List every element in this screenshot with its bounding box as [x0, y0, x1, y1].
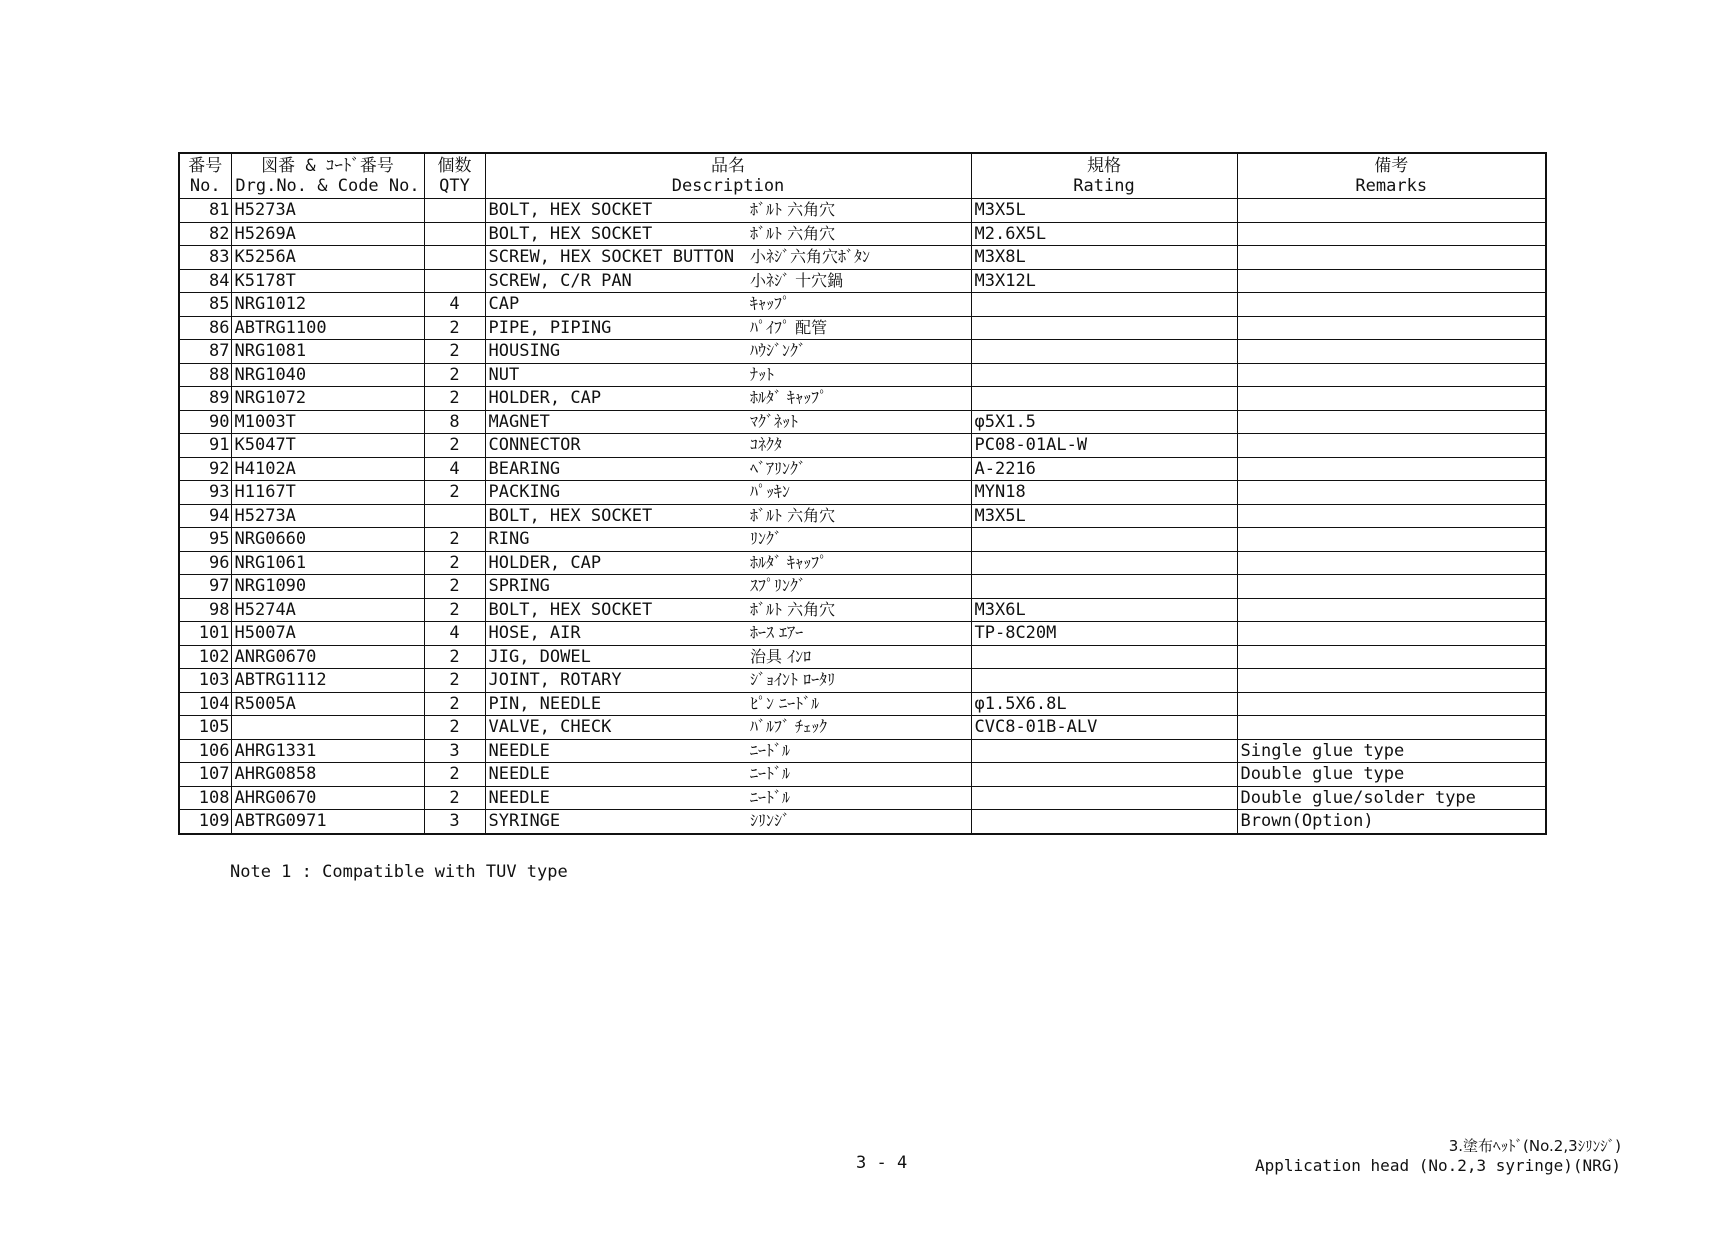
cell-qty: 2	[424, 763, 485, 787]
cell-remarks: Brown(Option)	[1237, 810, 1546, 834]
cell-description-en: JIG, DOWEL	[485, 645, 747, 669]
cell-remarks	[1237, 363, 1546, 387]
cell-qty: 2	[424, 669, 485, 693]
cell-rating	[971, 810, 1237, 834]
cell-no: 106	[179, 739, 231, 763]
cell-qty: 2	[424, 692, 485, 716]
cell-description-en: BOLT, HEX SOCKET	[485, 504, 747, 528]
cell-description-ja: ｺﾈｸﾀ	[747, 434, 971, 458]
cell-qty: 8	[424, 410, 485, 434]
cell-code: NRG1090	[231, 575, 424, 599]
cell-remarks	[1237, 340, 1546, 364]
cell-no: 96	[179, 551, 231, 575]
cell-rating: M3X6L	[971, 598, 1237, 622]
cell-description-en: BEARING	[485, 457, 747, 481]
table-row	[179, 763, 1546, 787]
cell-code: AHRG1331	[231, 739, 424, 763]
cell-qty: 2	[424, 340, 485, 364]
cell-qty: 4	[424, 293, 485, 317]
cell-no: 84	[179, 269, 231, 293]
cell-code: ABTRG1112	[231, 669, 424, 693]
table-row	[179, 363, 1546, 387]
cell-rating	[971, 316, 1237, 340]
cell-no: 108	[179, 786, 231, 810]
cell-description-ja: 小ﾈｼﾞ 十穴鍋	[747, 269, 971, 293]
cell-no: 102	[179, 645, 231, 669]
cell-remarks	[1237, 410, 1546, 434]
cell-code: H5273A	[231, 199, 424, 223]
cell-rating	[971, 340, 1237, 364]
cell-no: 82	[179, 222, 231, 246]
cell-qty: 2	[424, 575, 485, 599]
footer-title	[1255, 1136, 1621, 1176]
cell-description-ja: ﾏｸﾞﾈｯﾄ	[747, 410, 971, 434]
cell-qty: 2	[424, 434, 485, 458]
cell-description-ja: ｼﾘﾝｼﾞ	[747, 810, 971, 834]
note: Note 1 : Compatible with TUV type	[230, 862, 568, 882]
cell-description-en: VALVE, CHECK	[485, 716, 747, 740]
cell-description-en: HOLDER, CAP	[485, 387, 747, 411]
cell-description-ja: ｼﾞｮｲﾝﾄ ﾛｰﾀﾘ	[747, 669, 971, 693]
cell-description-ja: ﾘﾝｸﾞ	[747, 528, 971, 552]
cell-description-en: NUT	[485, 363, 747, 387]
cell-code: NRG0660	[231, 528, 424, 552]
table-row	[179, 199, 1546, 223]
cell-remarks	[1237, 669, 1546, 693]
cell-description-ja: ﾎｰｽ ｴｱｰ	[747, 622, 971, 646]
cell-rating: PC08-01AL-W	[971, 434, 1237, 458]
cell-description-en: SCREW, HEX SOCKET BUTTON	[485, 246, 747, 270]
cell-description-en: SCREW, C/R PAN	[485, 269, 747, 293]
cell-description-ja: ﾎﾙﾀﾞ ｷｬｯﾌﾟ	[747, 387, 971, 411]
header-qty: 個数 QTY	[424, 153, 485, 199]
cell-remarks	[1237, 222, 1546, 246]
cell-description-en: HOSE, AIR	[485, 622, 747, 646]
cell-qty: 2	[424, 551, 485, 575]
cell-rating	[971, 528, 1237, 552]
cell-no: 83	[179, 246, 231, 270]
cell-remarks	[1237, 528, 1546, 552]
footer-title-ja: 3.塗布ﾍｯﾄﾞ(No.2,3ｼﾘﾝｼﾞ)	[1448, 1137, 1621, 1155]
parts-table	[178, 152, 1547, 835]
cell-qty	[424, 269, 485, 293]
cell-code: H5274A	[231, 598, 424, 622]
table-row	[179, 692, 1546, 716]
cell-description-en: SYRINGE	[485, 810, 747, 834]
cell-code: ABTRG0971	[231, 810, 424, 834]
cell-qty: 4	[424, 622, 485, 646]
cell-code: AHRG0670	[231, 786, 424, 810]
table-row	[179, 410, 1546, 434]
cell-no: 109	[179, 810, 231, 834]
cell-no: 92	[179, 457, 231, 481]
table-row	[179, 786, 1546, 810]
cell-no: 89	[179, 387, 231, 411]
cell-description-en: RING	[485, 528, 747, 552]
cell-no: 95	[179, 528, 231, 552]
cell-description-ja: ﾎﾞﾙﾄ 六角穴	[747, 598, 971, 622]
cell-description-en: HOUSING	[485, 340, 747, 364]
cell-remarks	[1237, 598, 1546, 622]
table-row	[179, 246, 1546, 270]
cell-code: M1003T	[231, 410, 424, 434]
cell-remarks	[1237, 504, 1546, 528]
cell-description-en: NEEDLE	[485, 786, 747, 810]
cell-rating	[971, 363, 1237, 387]
cell-rating	[971, 669, 1237, 693]
cell-remarks	[1237, 622, 1546, 646]
cell-no: 97	[179, 575, 231, 599]
cell-code: NRG1012	[231, 293, 424, 317]
cell-remarks: Single glue type	[1237, 739, 1546, 763]
cell-qty: 2	[424, 645, 485, 669]
cell-rating: M2.6X5L	[971, 222, 1237, 246]
cell-rating: MYN18	[971, 481, 1237, 505]
cell-no: 86	[179, 316, 231, 340]
cell-code	[231, 716, 424, 740]
cell-rating	[971, 575, 1237, 599]
cell-rating: M3X8L	[971, 246, 1237, 270]
page-number: 3 - 4	[856, 1153, 908, 1173]
table-row	[179, 504, 1546, 528]
cell-description-ja: 小ﾈｼﾞ六角穴ﾎﾞﾀﾝ	[747, 246, 971, 270]
cell-description-en: NEEDLE	[485, 739, 747, 763]
cell-code: R5005A	[231, 692, 424, 716]
cell-description-ja: ﾆｰﾄﾞﾙ	[747, 763, 971, 787]
cell-remarks: Double glue type	[1237, 763, 1546, 787]
header-rating: 規格 Rating	[971, 153, 1237, 199]
cell-no: 98	[179, 598, 231, 622]
parts-table-body	[179, 199, 1546, 834]
cell-description-en: CAP	[485, 293, 747, 317]
cell-remarks	[1237, 387, 1546, 411]
cell-description-en: PIN, NEEDLE	[485, 692, 747, 716]
cell-qty: 2	[424, 387, 485, 411]
cell-no: 107	[179, 763, 231, 787]
cell-description-en: PACKING	[485, 481, 747, 505]
cell-qty: 2	[424, 716, 485, 740]
table-row	[179, 645, 1546, 669]
cell-description-ja: ﾊﾟｲﾌﾟ 配管	[747, 316, 971, 340]
cell-code: H4102A	[231, 457, 424, 481]
cell-code: K5256A	[231, 246, 424, 270]
cell-description-en: NEEDLE	[485, 763, 747, 787]
table-row	[179, 598, 1546, 622]
cell-qty: 2	[424, 316, 485, 340]
cell-no: 88	[179, 363, 231, 387]
cell-description-en: PIPE, PIPING	[485, 316, 747, 340]
cell-description-en: MAGNET	[485, 410, 747, 434]
table-row	[179, 739, 1546, 763]
cell-code: H5273A	[231, 504, 424, 528]
cell-description-ja: 治具 ｲﾝﾛ	[747, 645, 971, 669]
cell-qty: 2	[424, 363, 485, 387]
table-row	[179, 269, 1546, 293]
cell-code: K5178T	[231, 269, 424, 293]
cell-rating	[971, 551, 1237, 575]
table-row	[179, 575, 1546, 599]
cell-code: H5007A	[231, 622, 424, 646]
cell-description-en: HOLDER, CAP	[485, 551, 747, 575]
cell-remarks: Double glue/solder type	[1237, 786, 1546, 810]
table-row	[179, 457, 1546, 481]
cell-qty: 2	[424, 528, 485, 552]
cell-description-ja: ﾎﾞﾙﾄ 六角穴	[747, 222, 971, 246]
table-row	[179, 528, 1546, 552]
cell-description-ja: ﾆｰﾄﾞﾙ	[747, 739, 971, 763]
cell-description-ja: ﾊﾟｯｷﾝ	[747, 481, 971, 505]
cell-remarks	[1237, 692, 1546, 716]
cell-rating: M3X5L	[971, 504, 1237, 528]
cell-rating: TP-8C20M	[971, 622, 1237, 646]
cell-remarks	[1237, 246, 1546, 270]
cell-description-en: BOLT, HEX SOCKET	[485, 598, 747, 622]
cell-remarks	[1237, 269, 1546, 293]
table-row	[179, 387, 1546, 411]
cell-no: 101	[179, 622, 231, 646]
table-row	[179, 293, 1546, 317]
cell-remarks	[1237, 457, 1546, 481]
cell-description-ja: ｷｬｯﾌﾟ	[747, 293, 971, 317]
cell-rating: M3X12L	[971, 269, 1237, 293]
cell-remarks	[1237, 481, 1546, 505]
cell-description-en: SPRING	[485, 575, 747, 599]
cell-rating: φ1.5X6.8L	[971, 692, 1237, 716]
cell-no: 85	[179, 293, 231, 317]
cell-description-ja: ｽﾌﾟﾘﾝｸﾞ	[747, 575, 971, 599]
cell-description-ja: ﾅｯﾄ	[747, 363, 971, 387]
cell-no: 94	[179, 504, 231, 528]
cell-description-ja: ﾋﾟﾝ ﾆｰﾄﾞﾙ	[747, 692, 971, 716]
cell-no: 90	[179, 410, 231, 434]
cell-qty	[424, 222, 485, 246]
cell-no: 105	[179, 716, 231, 740]
table-row	[179, 316, 1546, 340]
cell-remarks	[1237, 434, 1546, 458]
cell-rating	[971, 645, 1237, 669]
cell-code: NRG1040	[231, 363, 424, 387]
cell-description-en: CONNECTOR	[485, 434, 747, 458]
cell-remarks	[1237, 645, 1546, 669]
cell-rating	[971, 739, 1237, 763]
cell-rating	[971, 763, 1237, 787]
cell-qty: 3	[424, 810, 485, 834]
cell-qty: 2	[424, 598, 485, 622]
header-description: 品名 Description	[485, 153, 971, 199]
cell-description-ja: ﾍﾞｱﾘﾝｸﾞ	[747, 457, 971, 481]
cell-rating: CVC8-01B-ALV	[971, 716, 1237, 740]
table-row	[179, 434, 1546, 458]
table-row	[179, 669, 1546, 693]
cell-code: NRG1081	[231, 340, 424, 364]
cell-description-ja: ﾊﾞﾙﾌﾞ ﾁｪｯｸ	[747, 716, 971, 740]
table-header-row	[179, 153, 1546, 199]
table-row	[179, 716, 1546, 740]
table-row	[179, 340, 1546, 364]
cell-qty	[424, 199, 485, 223]
cell-code: H1167T	[231, 481, 424, 505]
cell-rating: φ5X1.5	[971, 410, 1237, 434]
cell-rating	[971, 786, 1237, 810]
cell-remarks	[1237, 293, 1546, 317]
footer-title-en: Application head (No.2,3 syringe)(NRG)	[1254, 1156, 1621, 1175]
cell-code: NRG1072	[231, 387, 424, 411]
cell-description-en: BOLT, HEX SOCKET	[485, 222, 747, 246]
table-row	[179, 481, 1546, 505]
cell-description-ja: ﾎﾙﾀﾞ ｷｬｯﾌﾟ	[747, 551, 971, 575]
header-code: 図番 & ｺｰﾄﾞ番号 Drg.No. & Code No.	[231, 153, 424, 199]
cell-rating: M3X5L	[971, 199, 1237, 223]
cell-description-en: JOINT, ROTARY	[485, 669, 747, 693]
table-row	[179, 222, 1546, 246]
cell-code: ANRG0670	[231, 645, 424, 669]
cell-description-ja: ﾆｰﾄﾞﾙ	[747, 786, 971, 810]
header-remarks: 備考 Remarks	[1237, 153, 1546, 199]
cell-rating	[971, 387, 1237, 411]
cell-description-en: BOLT, HEX SOCKET	[485, 199, 747, 223]
cell-code: ABTRG1100	[231, 316, 424, 340]
cell-code: AHRG0858	[231, 763, 424, 787]
cell-rating	[971, 293, 1237, 317]
cell-no: 87	[179, 340, 231, 364]
cell-rating: A-2216	[971, 457, 1237, 481]
cell-remarks	[1237, 199, 1546, 223]
table-row	[179, 551, 1546, 575]
header-no: 番号 No.	[179, 153, 231, 199]
cell-no: 81	[179, 199, 231, 223]
cell-qty	[424, 504, 485, 528]
cell-remarks	[1237, 316, 1546, 340]
table-row	[179, 622, 1546, 646]
cell-remarks	[1237, 716, 1546, 740]
cell-code: H5269A	[231, 222, 424, 246]
cell-qty: 3	[424, 739, 485, 763]
cell-no: 104	[179, 692, 231, 716]
cell-code: NRG1061	[231, 551, 424, 575]
cell-no: 91	[179, 434, 231, 458]
cell-qty: 4	[424, 457, 485, 481]
cell-no: 103	[179, 669, 231, 693]
cell-qty	[424, 246, 485, 270]
cell-description-ja: ﾊｳｼﾞﾝｸﾞ	[747, 340, 971, 364]
cell-description-ja: ﾎﾞﾙﾄ 六角穴	[747, 199, 971, 223]
cell-qty: 2	[424, 481, 485, 505]
table-row	[179, 810, 1546, 834]
cell-no: 93	[179, 481, 231, 505]
cell-remarks	[1237, 551, 1546, 575]
cell-qty: 2	[424, 786, 485, 810]
cell-description-ja: ﾎﾞﾙﾄ 六角穴	[747, 504, 971, 528]
cell-code: K5047T	[231, 434, 424, 458]
cell-remarks	[1237, 575, 1546, 599]
